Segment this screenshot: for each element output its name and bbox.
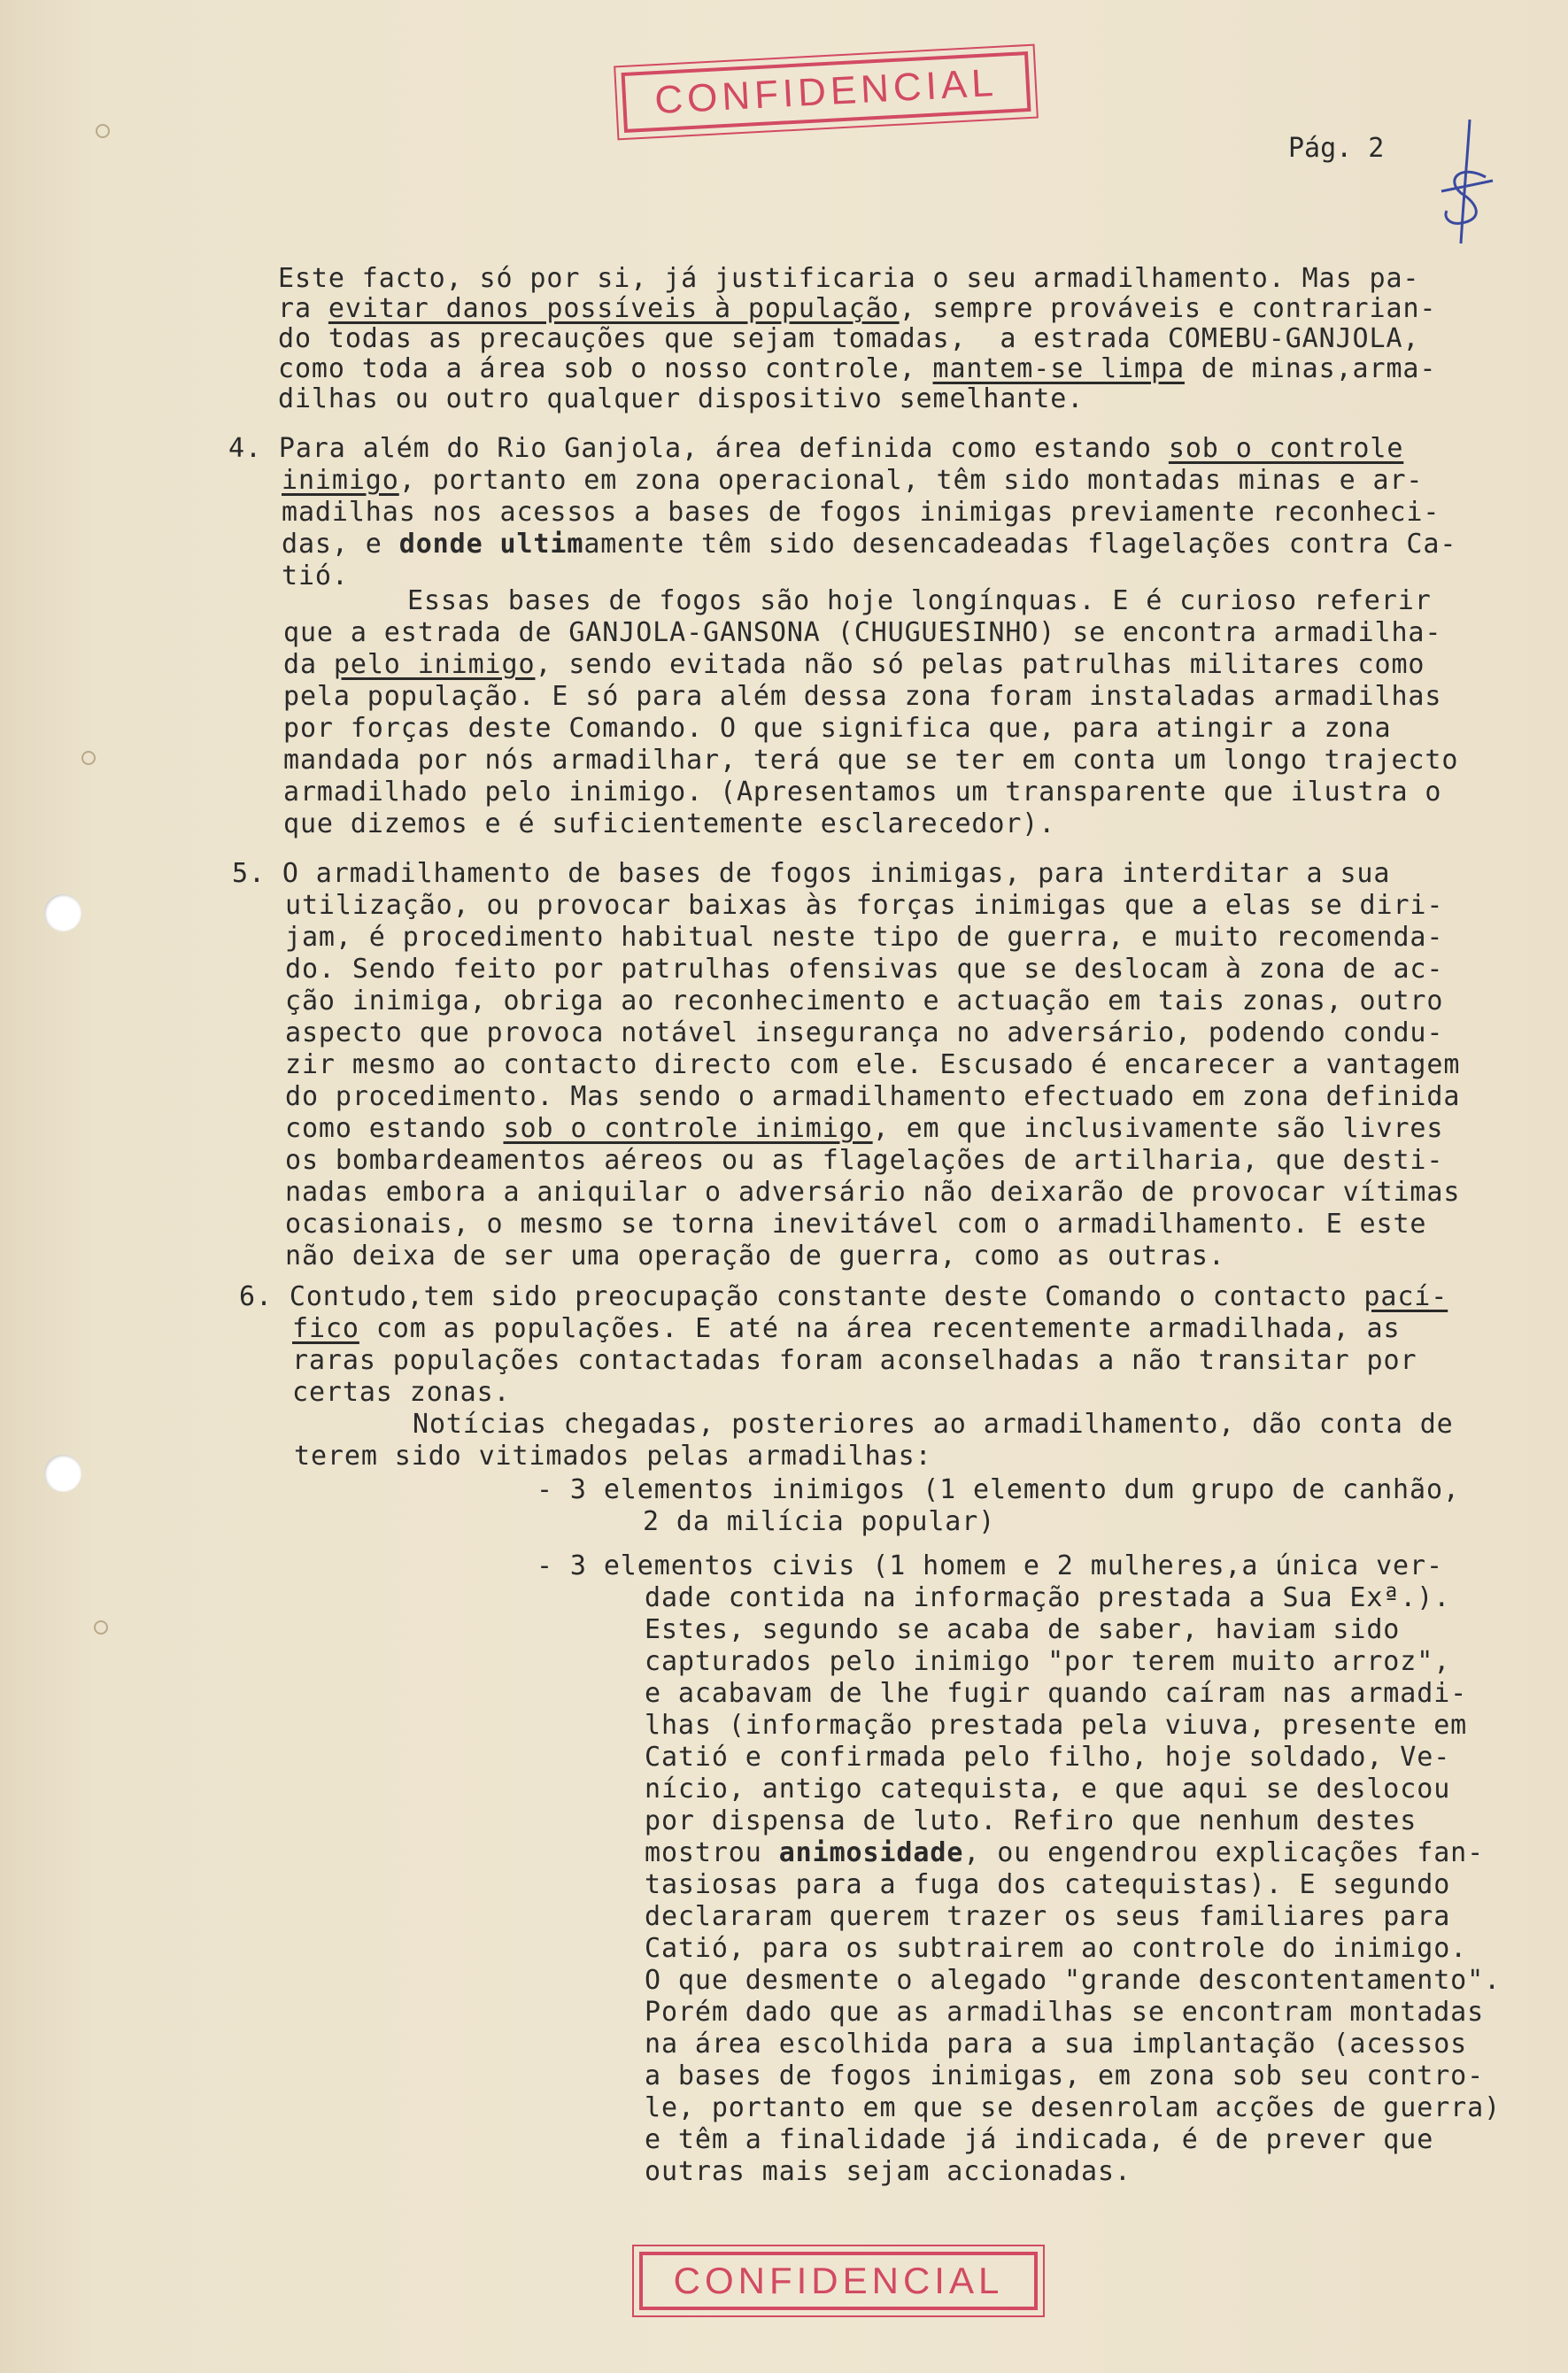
- text-line: do. Sendo feito por patrulhas ofensivas que se deslocam à zona de ac-: [285, 954, 1444, 985]
- text-line: tasiosas para a fuga dos catequistas). E segundo: [645, 1869, 1451, 1900]
- confidential-stamp-bottom: CONFIDENCIAL: [639, 2252, 1038, 2310]
- text-line: aspecto que provoca notável insegurança no adversário, podendo condu-: [285, 1017, 1444, 1048]
- text-line: mostrou animosidade, ou engendrou explicações fan-: [645, 1837, 1485, 1868]
- staple-mark: [81, 751, 96, 765]
- text-line: O que desmente o alegado "grande descontentamento".: [645, 1965, 1502, 1996]
- text-line: e têm a finalidade já indicada, é de prever que: [645, 2124, 1434, 2155]
- text-line: ção inimiga, obriga ao reconhecimento e actuação em tais zonas, outro: [285, 986, 1444, 1016]
- page-number: Pág. 2: [1288, 133, 1385, 164]
- text-line: do todas as precauções que sejam tomadas, a estrada COMEBU-GANJOLA,: [278, 323, 1420, 354]
- text-line: Este facto, só por si, já justificaria o seu armadilhamento. Mas pa-: [278, 263, 1420, 294]
- list-item: - 3 elementos civis (1 homem e 2 mulheres,a única ver-: [537, 1550, 1443, 1581]
- text-line: Catió e confirmada pelo filho, hoje soldado, Ve-: [645, 1742, 1451, 1773]
- text-line: fico com as populações. E até na área recentemente armadilhada, as: [292, 1313, 1401, 1344]
- text-line: dade contida na informação prestada a Sua Exª.).: [645, 1582, 1451, 1613]
- text-line: das, e donde ultimamente têm sido desencadeadas flagelações contra Ca-: [282, 529, 1457, 560]
- text-line: 2 da milícia popular): [643, 1506, 996, 1537]
- text-line: como estando sob o controle inimigo, em que inclusivamente são livres: [285, 1113, 1444, 1144]
- text-line: nício, antigo catequista, e que aqui se deslocou: [645, 1774, 1451, 1805]
- text-line: tió.: [282, 560, 349, 591]
- staple-mark: [96, 124, 110, 138]
- text-line: capturados pelo inimigo "por terem muito arroz",: [645, 1646, 1451, 1677]
- text-line: terem sido vitimados pelas armadilhas:: [294, 1441, 932, 1472]
- text-line: 6. Contudo,tem sido preocupação constante deste Comando o contacto pací-: [239, 1281, 1448, 1312]
- text-line: que dizemos e é suficientemente esclarecedor).: [283, 808, 1056, 839]
- text-line: Porém dado que as armadilhas se encontram montadas: [645, 1997, 1485, 2028]
- text-line: Estes, segundo se acaba de saber, haviam sido: [645, 1614, 1401, 1645]
- text-line: do procedimento. Mas sendo o armadilhamento efectuado em zona definida: [285, 1081, 1461, 1112]
- text-line: raras populações contactadas foram aconselhadas a não transitar por: [292, 1345, 1417, 1376]
- text-line: e acabavam de lhe fugir quando caíram nas armadi-: [645, 1678, 1468, 1709]
- confidential-stamp-top: CONFIDENCIAL: [622, 51, 1031, 133]
- text-line: le, portanto em que se desenrolam acções de guerra): [645, 2092, 1502, 2123]
- text-line: que a estrada de GANJOLA-GANSONA (CHUGUESINHO) se encontra armadilha-: [283, 617, 1442, 648]
- text-line: Essas bases de fogos são hoje longínquas. E é curioso referir: [407, 585, 1432, 616]
- text-line: na área escolhida para a sua implantação (acessos: [645, 2029, 1468, 2060]
- text-line: pela população. E só para além dessa zona foram instaladas armadilhas: [283, 681, 1442, 712]
- text-line: ra evitar danos possíveis à população, sempre prováveis e contrarian-: [278, 293, 1437, 324]
- text-line: declararam querem trazer os seus familiares para: [645, 1901, 1451, 1932]
- text-line: por forças deste Comando. O que significa que, para atingir a zona: [283, 713, 1392, 744]
- text-line: utilização, ou provocar baixas às forças inimigas que a elas se diri-: [285, 890, 1444, 921]
- text-line: certas zonas.: [292, 1377, 511, 1408]
- text-line: 5. O armadilhamento de bases de fogos inimigas, para interditar a sua: [232, 858, 1391, 889]
- staple-mark: [94, 1620, 108, 1635]
- text-line: como toda a área sob o nosso controle, mantem-se limpa de minas,arma-: [278, 353, 1437, 384]
- text-line: a bases de fogos inimigas, em zona sob seu contro-: [645, 2060, 1485, 2091]
- text-line: não deixa de ser uma operação de guerra, como as outras.: [285, 1241, 1225, 1272]
- text-line: Notícias chegadas, posteriores ao armadilhamento, dão conta de: [413, 1409, 1454, 1440]
- handwritten-mark: [1434, 115, 1501, 248]
- text-line: lhas (informação prestada pela viuva, presente em: [645, 1710, 1468, 1741]
- text-line: armadilhado pelo inimigo. (Apresentamos um transparente que ilustra o: [283, 777, 1442, 808]
- text-line: os bombardeamentos aéreos ou as flagelações de artilharia, que desti-: [285, 1145, 1444, 1176]
- text-line: inimigo, portanto em zona operacional, têm sido montadas minas e ar-: [282, 465, 1424, 496]
- text-line: ocasionais, o mesmo se torna inevitável com o armadilhamento. E este: [285, 1209, 1427, 1240]
- text-line: da pelo inimigo, sendo evitada não só pelas patrulhas militares como: [283, 649, 1425, 680]
- list-item: - 3 elementos inimigos (1 elemento dum grupo de canhão,: [537, 1474, 1460, 1505]
- punch-hole-bottom: [44, 1455, 81, 1492]
- text-line: por dispensa de luto. Refiro que nenhum destes: [645, 1805, 1417, 1836]
- text-line: 4. Para além do Rio Ganjola, área definida como estando sob o controle: [228, 433, 1404, 464]
- text-line: nadas embora a aniquilar o adversário não deixarão de provocar vítimas: [285, 1177, 1461, 1208]
- text-line: dilhas ou outro qualquer dispositivo semelhante.: [278, 383, 1085, 414]
- text-line: outras mais sejam accionadas.: [645, 2156, 1132, 2187]
- text-line: mandada por nós armadilhar, terá que se ter em conta um longo trajecto: [283, 745, 1459, 776]
- text-line: jam, é procedimento habitual neste tipo de guerra, e muito recomenda-: [285, 922, 1444, 953]
- text-line: zir mesmo ao contacto directo com ele. Escusado é encarecer a vantagem: [285, 1049, 1461, 1080]
- punch-hole-top: [44, 894, 81, 931]
- text-line: Catió, para os subtrairem ao controle do inimigo.: [645, 1933, 1468, 1964]
- text-line: madilhas nos acessos a bases de fogos inimigas previamente reconheci-: [282, 497, 1441, 528]
